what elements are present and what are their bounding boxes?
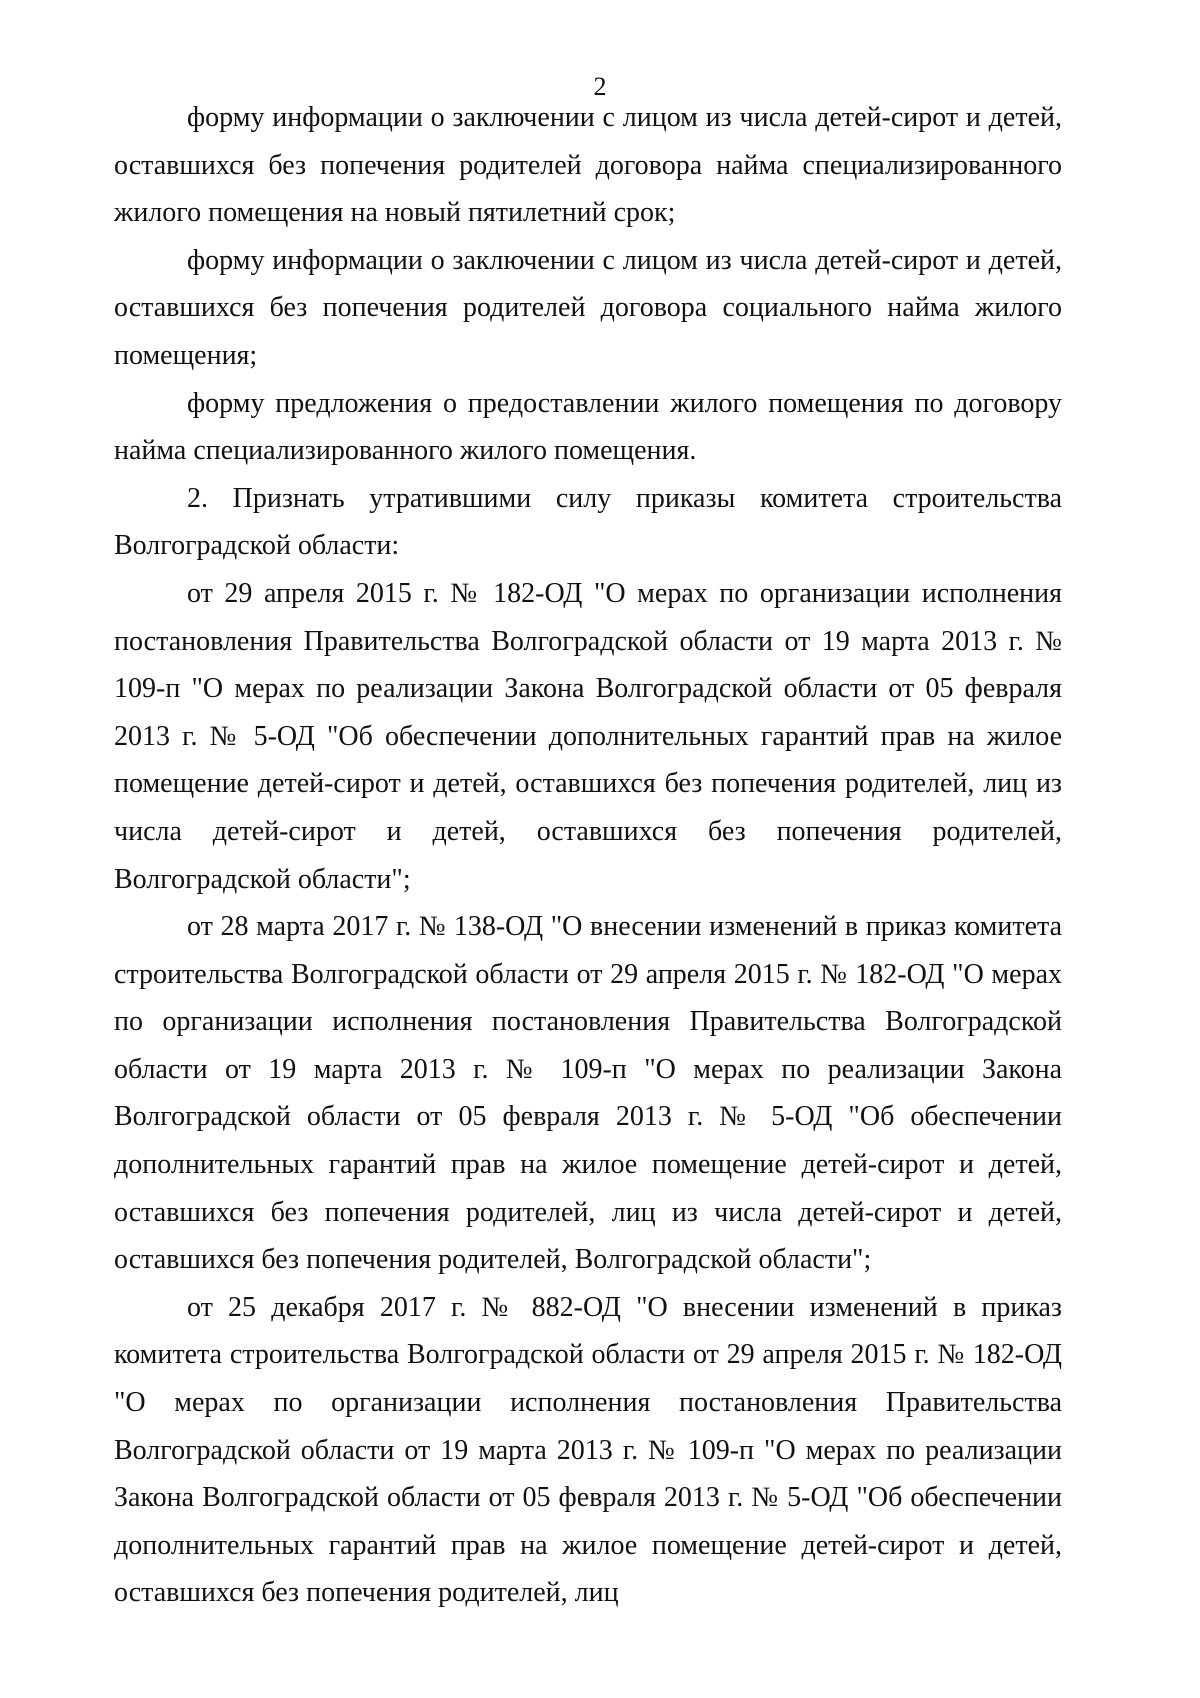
paragraph-form-info-social-lease: форму информации о заключении с лицом из числа детей-сирот и детей, оставшихся без попечения родителей договора социального найма жилого помещения; (114, 244, 1062, 371)
paragraph-order-138-od: от 28 марта 2017 г. № 138-ОД "О внесении изменений в приказ комитета строительства Волгоградской области от 29 апреля 2015 г. № 182-ОД "О мерах по организации исполнения постановления Правительства Волгоградской области от 19 марта 2013 г. № 109-п "О мерах по реализации Закона Волгоградской области от 05 февраля 2013 г. № 5-ОД "Об обеспечении дополнительных гарантий прав на жилое помещение детей-сирот и детей, оставшихся без попечения родителей, лиц из числа детей-сирот и детей, оставшихся без попечения родителей, Волгоградской области"; (114, 911, 1062, 1276)
paragraph-form-info-specialized-lease: форму информации о заключении с лицом из числа детей-сирот и детей, оставшихся без попечения родителей договора найма специализированного жилого помещения на новый пятилетний срок; (114, 102, 1062, 229)
page-number: 2 (593, 72, 607, 101)
paragraph-order-182-od: от 29 апреля 2015 г. № 182-ОД "О мерах по организации исполнения постановления Правительства Волгоградской области от 19 марта 2013 г. № 109-п "О мерах по реализации Закона Волгоградской области от 05 февраля 2013 г. № 5-ОД "Об обеспечении дополнительных гарантий прав на жилое помещение детей-сирот и детей, оставшихся без попечения родителей, лиц из числа детей-сирот и детей, оставшихся без попечения родителей, Волгоградской области"; (114, 577, 1062, 895)
paragraph-order-882-od: от 25 декабря 2017 г. № 882-ОД "О внесении изменений в приказ комитета строительства Волгоградской области от 29 апреля 2015 г. № 182-ОД "О мерах по организации исполнения постановления Правительства Волгоградской области от 19 марта 2013 г. № 109-п "О мерах по реализации Закона Волгоградской области от 05 февраля 2013 г. № 5-ОД "Об обеспечении дополнительных гарантий прав на жилое помещение детей-сирот и детей, оставшихся без попечения родителей, лиц (114, 1291, 1062, 1609)
paragraph-item-2-repeal: 2. Признать утратившими силу приказы комитета строительства Волгоградской области: (114, 482, 1062, 562)
document-body (114, 94, 1062, 1617)
paragraph-form-offer-housing: форму предложения о предоставлении жилого помещения по договору найма специализированного жилого помещения. (114, 387, 1062, 467)
